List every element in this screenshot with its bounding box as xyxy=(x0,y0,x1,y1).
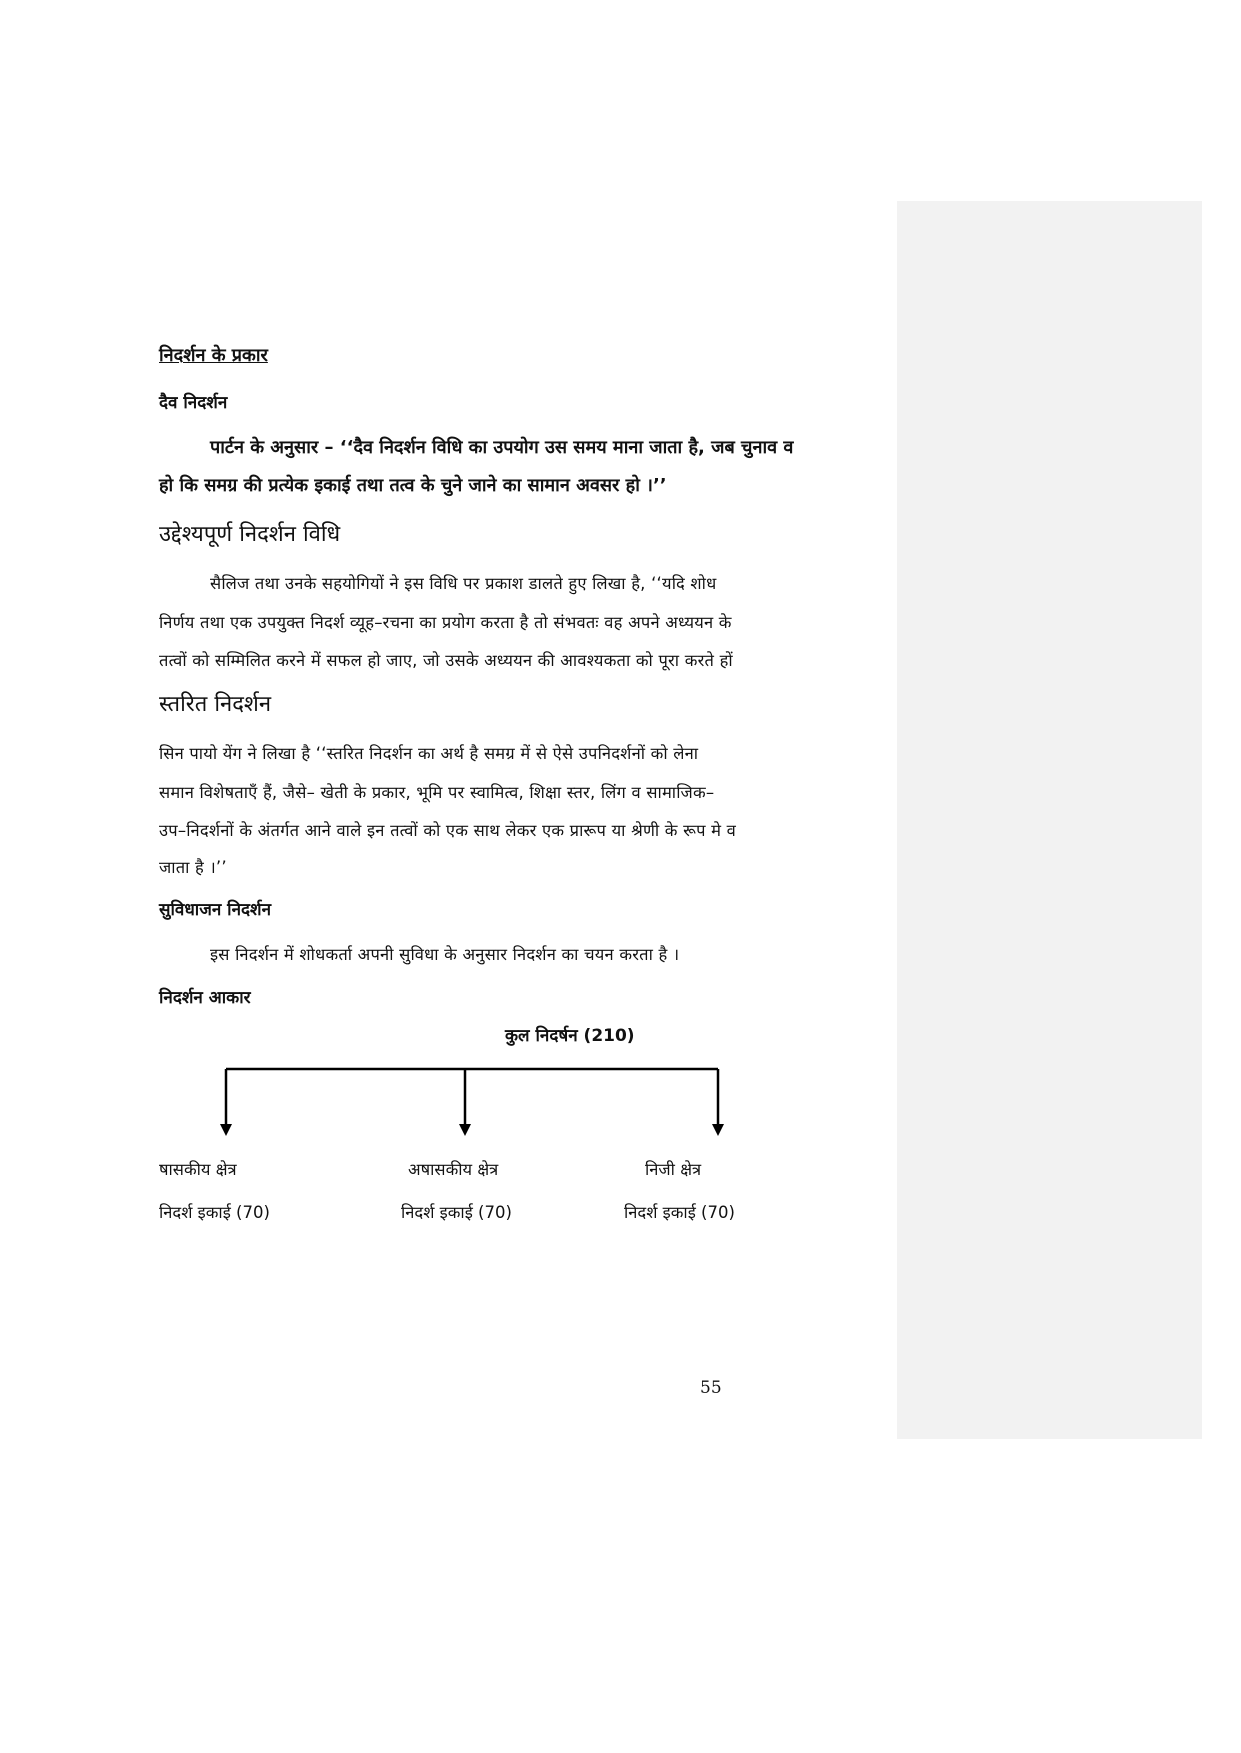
heading-random-sampling: दैव निदर्शन xyxy=(159,393,228,413)
stratified-line-1: सिन पायो येंग ने लिखा है ‘‘स्तरित निदर्शन का अर्थ है समग्र में से ऐसे उपनिदर्शनों को लेना xyxy=(159,744,699,763)
heading-sampling-types: निदर्शन के प्रकार xyxy=(159,345,268,366)
stratified-line-3: उप–निदर्शनों के अंतर्गत आने वाले इन तत्वों को एक साथ लेकर एक प्रारूप या श्रेणी के रूप मे व xyxy=(159,821,737,840)
branch-2-sector: अषासकीय क्षेत्र xyxy=(408,1160,499,1179)
branch-3-sector: निजी क्षेत्र xyxy=(645,1160,702,1179)
heading-purposive-sampling: उद्देश्यपूर्ण निदर्शन विधि xyxy=(159,522,341,547)
heading-stratified-sampling: स्तरित निदर्शन xyxy=(159,692,272,717)
comment-pane xyxy=(897,201,1202,1439)
diagram-title: कुल निदर्षन (210) xyxy=(505,1026,635,1046)
branch-3-units: निदर्श इकाई (70) xyxy=(624,1203,735,1222)
purposive-line-3: तत्वों को सम्मिलित करने में सफल हो जाए, जो उसके अध्ययन की आवश्यकता को पूरा करते हों xyxy=(159,651,733,670)
branch-1-units: निदर्श इकाई (70) xyxy=(159,1203,270,1222)
branch-2-units: निदर्श इकाई (70) xyxy=(401,1203,512,1222)
random-quote-line-2: हो कि समग्र की प्रत्येक इकाई तथा तत्व के चुने जाने का सामान अवसर हो ।’’ xyxy=(159,475,667,496)
purposive-line-1: सैलिज तथा उनके सहयोगियों ने इस विधि पर प्रकाश डालते हुए लिखा है, ‘‘यदि शोध xyxy=(210,574,717,593)
branch-1-sector: षासकीय क्षेत्र xyxy=(159,1160,237,1179)
stratified-line-2: समान विशेषताएँ हैं, जैसे– खेती के प्रकार, भूमि पर स्वामित्व, शिक्षा स्तर, लिंग व सामाजिक– xyxy=(159,783,715,802)
stratified-line-4: जाता है ।’’ xyxy=(159,858,227,877)
random-quote-line-1: पार्टन के अनुसार – ‘‘दैव निदर्शन विधि का उपयोग उस समय माना जाता है, जब चुनाव व xyxy=(210,437,794,458)
heading-convenience-sampling: सुविधाजन निदर्शन xyxy=(159,900,272,920)
page-number: 55 xyxy=(700,1378,722,1398)
diagram-arrowhead-1 xyxy=(220,1124,232,1136)
purposive-line-2: निर्णय तथा एक उपयुक्त निदर्श व्यूह–रचना का प्रयोग करता है तो संभवतः वह अपने अध्ययन के xyxy=(159,613,732,632)
diagram-arrowhead-2 xyxy=(459,1124,471,1136)
diagram-arrowhead-3 xyxy=(712,1124,724,1136)
convenience-line-1: इस निदर्शन में शोधकर्ता अपनी सुविधा के अनुसार निदर्शन का चयन करता है । xyxy=(210,945,680,964)
heading-sample-size: निदर्शन आकार xyxy=(159,988,251,1008)
